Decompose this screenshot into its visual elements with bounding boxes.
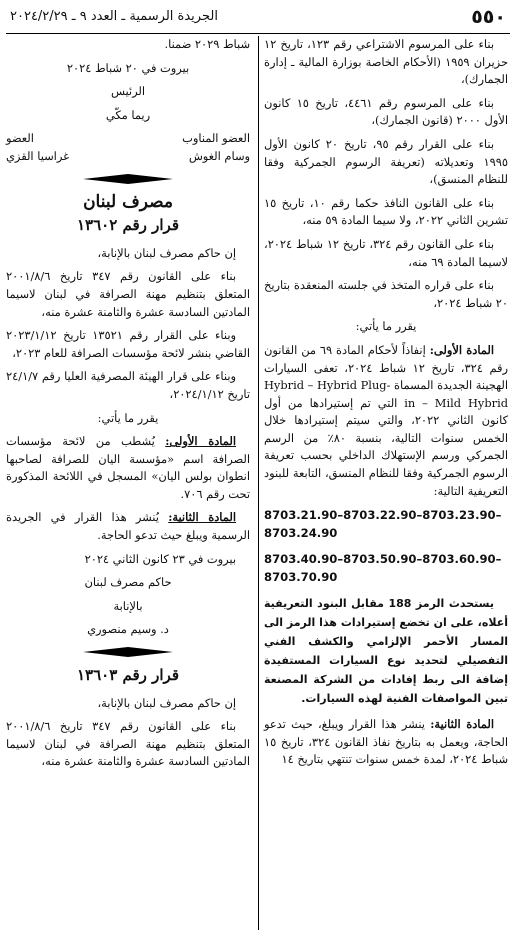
article-1 bbox=[264, 342, 508, 500]
page-header bbox=[6, 6, 510, 30]
article-2 bbox=[264, 716, 508, 769]
member-name: غراسيا القزي bbox=[6, 148, 70, 163]
tariff-code-line: 8703.21.90–8703.22.90–8703.23.90– bbox=[264, 508, 502, 523]
column-divider bbox=[258, 36, 259, 930]
member-title: العضو bbox=[6, 131, 34, 146]
article-label: المادة الأولى: bbox=[429, 342, 495, 357]
article-label: المادة الثانية: bbox=[168, 510, 236, 525]
article-text: ينشر هذا القرار ويبلغ، حيث تدعو الحاجة، ويعمل به بتاريخ نفاذ القانون ٣٢٤، تاريخ ١٥ شباط ٢٠٢٤، لمدة خمس سنوات تنتهي بتاريخ ١٤ bbox=[264, 717, 508, 767]
article-text: إنفاذاً لأحكام المادة ٦٩ من القانون رقم ٣٢٤، تاريخ ١٢ شباط ٢٠٢٤، تعفى السيارات الهجينة الجديدة المسماة Hybrid – Hybrid Plug-in – Mild Hybrid التي تم إستيرادها من أول كانون الثاني ٢٠٢٢، والتي سيتم إستيرادها خلال الخمس سنوات التالية، بنسبة ٨٠٪ من الرسم الجمركي ورسم الإستهلاك الداخلي بحسب تعريفة الرسوم الجمركية وفقا للنظام المنسق، التابعة للبنود التعريفية التالية: bbox=[264, 342, 509, 498]
page-number: ٥٥٠ bbox=[471, 6, 506, 28]
bold-note: يستحدث الرمز 188 مقابل البنود التعريفية أعلاه، على ان تخضع إستيرادات هذا الرمز الى المسار الأحمر الإلزامي والكشف الفني التفصيلي لتحديد نوع السيارات المستفيدة إضافة الى ربط إفادات من الشركة المصنعة تبين المواصفات الفنية لهذه السيارات. bbox=[264, 597, 508, 706]
member-deputy-name: وسام الغوش bbox=[188, 148, 250, 163]
article-1 bbox=[6, 433, 250, 503]
paragraph: بناء على القانون النافذ حكما رقم ١٠، تاريخ ١٥ تشرين الثاني ٢٠٢٢، ولا سيما المادة ٥٩ منه، bbox=[264, 195, 508, 228]
decree-title: قرار رقم ١٣٦٠٢ bbox=[77, 216, 179, 235]
tariff-code-line: 8703.24.90 bbox=[264, 526, 338, 541]
paragraph: بناء على القانون رقم ٣٤٧ تاريخ ٢٠٠١/٨/٦ المتعلق بتنظيم مهنة الصرافة في لبنان لاسيما المادتين السادسة عشرة والثامنة عشرة منه، bbox=[6, 719, 250, 769]
article-label: المادة الثانية: bbox=[430, 717, 494, 732]
decides-heading: يقرر ما يأتي: bbox=[97, 410, 159, 425]
bank-heading: مصرف لبنان bbox=[83, 191, 173, 212]
paragraph: وبناء على القرار رقم ١٣٥٢١ تاريخ ٢٠٢٣/١/١٢ القاضي بنشر لائحة مؤسسات الصرافة للعام ٢٠٢٣، bbox=[6, 328, 250, 360]
place-date: بيروت في ٢٠ شباط ٢٠٢٤ bbox=[66, 60, 190, 75]
left-column bbox=[6, 36, 250, 777]
member-titles-row bbox=[6, 130, 250, 148]
article-label: المادة الأولى: bbox=[165, 434, 236, 449]
signature-title: حاكم مصرف لبنان bbox=[84, 575, 172, 590]
president-title: الرئيس bbox=[110, 84, 146, 99]
paragraph: بناء على القرار رقم ٩٥، تاريخ ٢٠ كانون الأول ١٩٩٥ وتعديلاته (تعريفة الرسوم الجمركية وفقا للنظام المنسق)، bbox=[264, 136, 508, 187]
paragraph: بناء على المرسوم الاشتراعي رقم ١٢٣، تاريخ ١٢ حزيران ١٩٥٩ (الأحكام الخاصة بوزارة المالية ـ إدارة الجمارك)، bbox=[264, 37, 509, 87]
signature-acting: بالإنابة bbox=[113, 598, 143, 613]
member-names-row bbox=[6, 148, 250, 166]
member-deputy-title: العضو المناوب bbox=[182, 131, 250, 146]
right-column bbox=[264, 36, 508, 775]
signature-name: د. وسيم منصوري bbox=[87, 622, 169, 637]
paragraph: بناء على القانون رقم ٣٤٧ تاريخ ٢٠٠١/٨/٦ المتعلق بتنظيم مهنة الصرافة في لبنان لاسيما المادتين السادسة عشرة والثامنة عشرة منه، bbox=[6, 269, 250, 319]
tariff-codes bbox=[264, 506, 508, 586]
paragraph: إن حاكم مصرف لبنان بالإنابة، bbox=[97, 245, 236, 260]
section-ornament bbox=[83, 647, 173, 657]
paragraph: بناء على المرسوم رقم ٤٤٦١، تاريخ ١٥ كانون الأول ٢٠٠٠ (قانون الجمارك)، bbox=[264, 95, 508, 128]
place-date: بيروت في ٢٣ كانون الثاني ٢٠٢٤ bbox=[84, 551, 236, 566]
section-ornament bbox=[83, 174, 173, 184]
paragraph: بناء على القانون رقم ٣٢٤، تاريخ ١٢ شباط ٢٠٢٤، لاسيما المادة ٦٩ منه، bbox=[264, 236, 508, 269]
president-name: ريما مكّي bbox=[105, 107, 151, 122]
article-text: يُشطب من لائحة مؤسسات الصرافة اسم «مؤسسة اليان للصرافة لصاحبها انطوان بولس اليان» المسجل في اللائحة المذكورة تحت رقم ٧٠٦. bbox=[6, 434, 250, 501]
article-text: يُنشر هذا القرار في الجريدة الرسمية ويبلغ حيث تدعو الحاجة. bbox=[6, 510, 250, 543]
decides-heading: يقرر ما يأتي: bbox=[355, 319, 417, 334]
paragraph: وبناء على قرار الهيئة المصرفية العليا رقم ٢٤/١/٧ تاريخ ٢٠٢٤/١/١٢، bbox=[6, 369, 250, 401]
article-2 bbox=[6, 509, 250, 544]
paragraph: إن حاكم مصرف لبنان بالإنابة، bbox=[97, 695, 236, 710]
paragraph: بناء على قراره المتخذ في جلسته المنعقدة بتاريخ ٢٠ شباط ٢٠٢٤، bbox=[264, 278, 508, 310]
header-rule bbox=[6, 33, 510, 34]
decree-title: قرار رقم ١٣٦٠٣ bbox=[77, 666, 179, 685]
header-title: الجريدة الرسمية ـ العدد ٩ ـ ٢٠٢٤/٢/٢٩ bbox=[10, 9, 218, 24]
tariff-code-line: 8703.40.90–8703.50.90–8703.60.90– bbox=[264, 552, 502, 567]
tariff-code-line: 8703.70.90 bbox=[264, 570, 338, 585]
continuation-text: شباط ٢٠٢٩ ضمنا. bbox=[164, 37, 250, 51]
